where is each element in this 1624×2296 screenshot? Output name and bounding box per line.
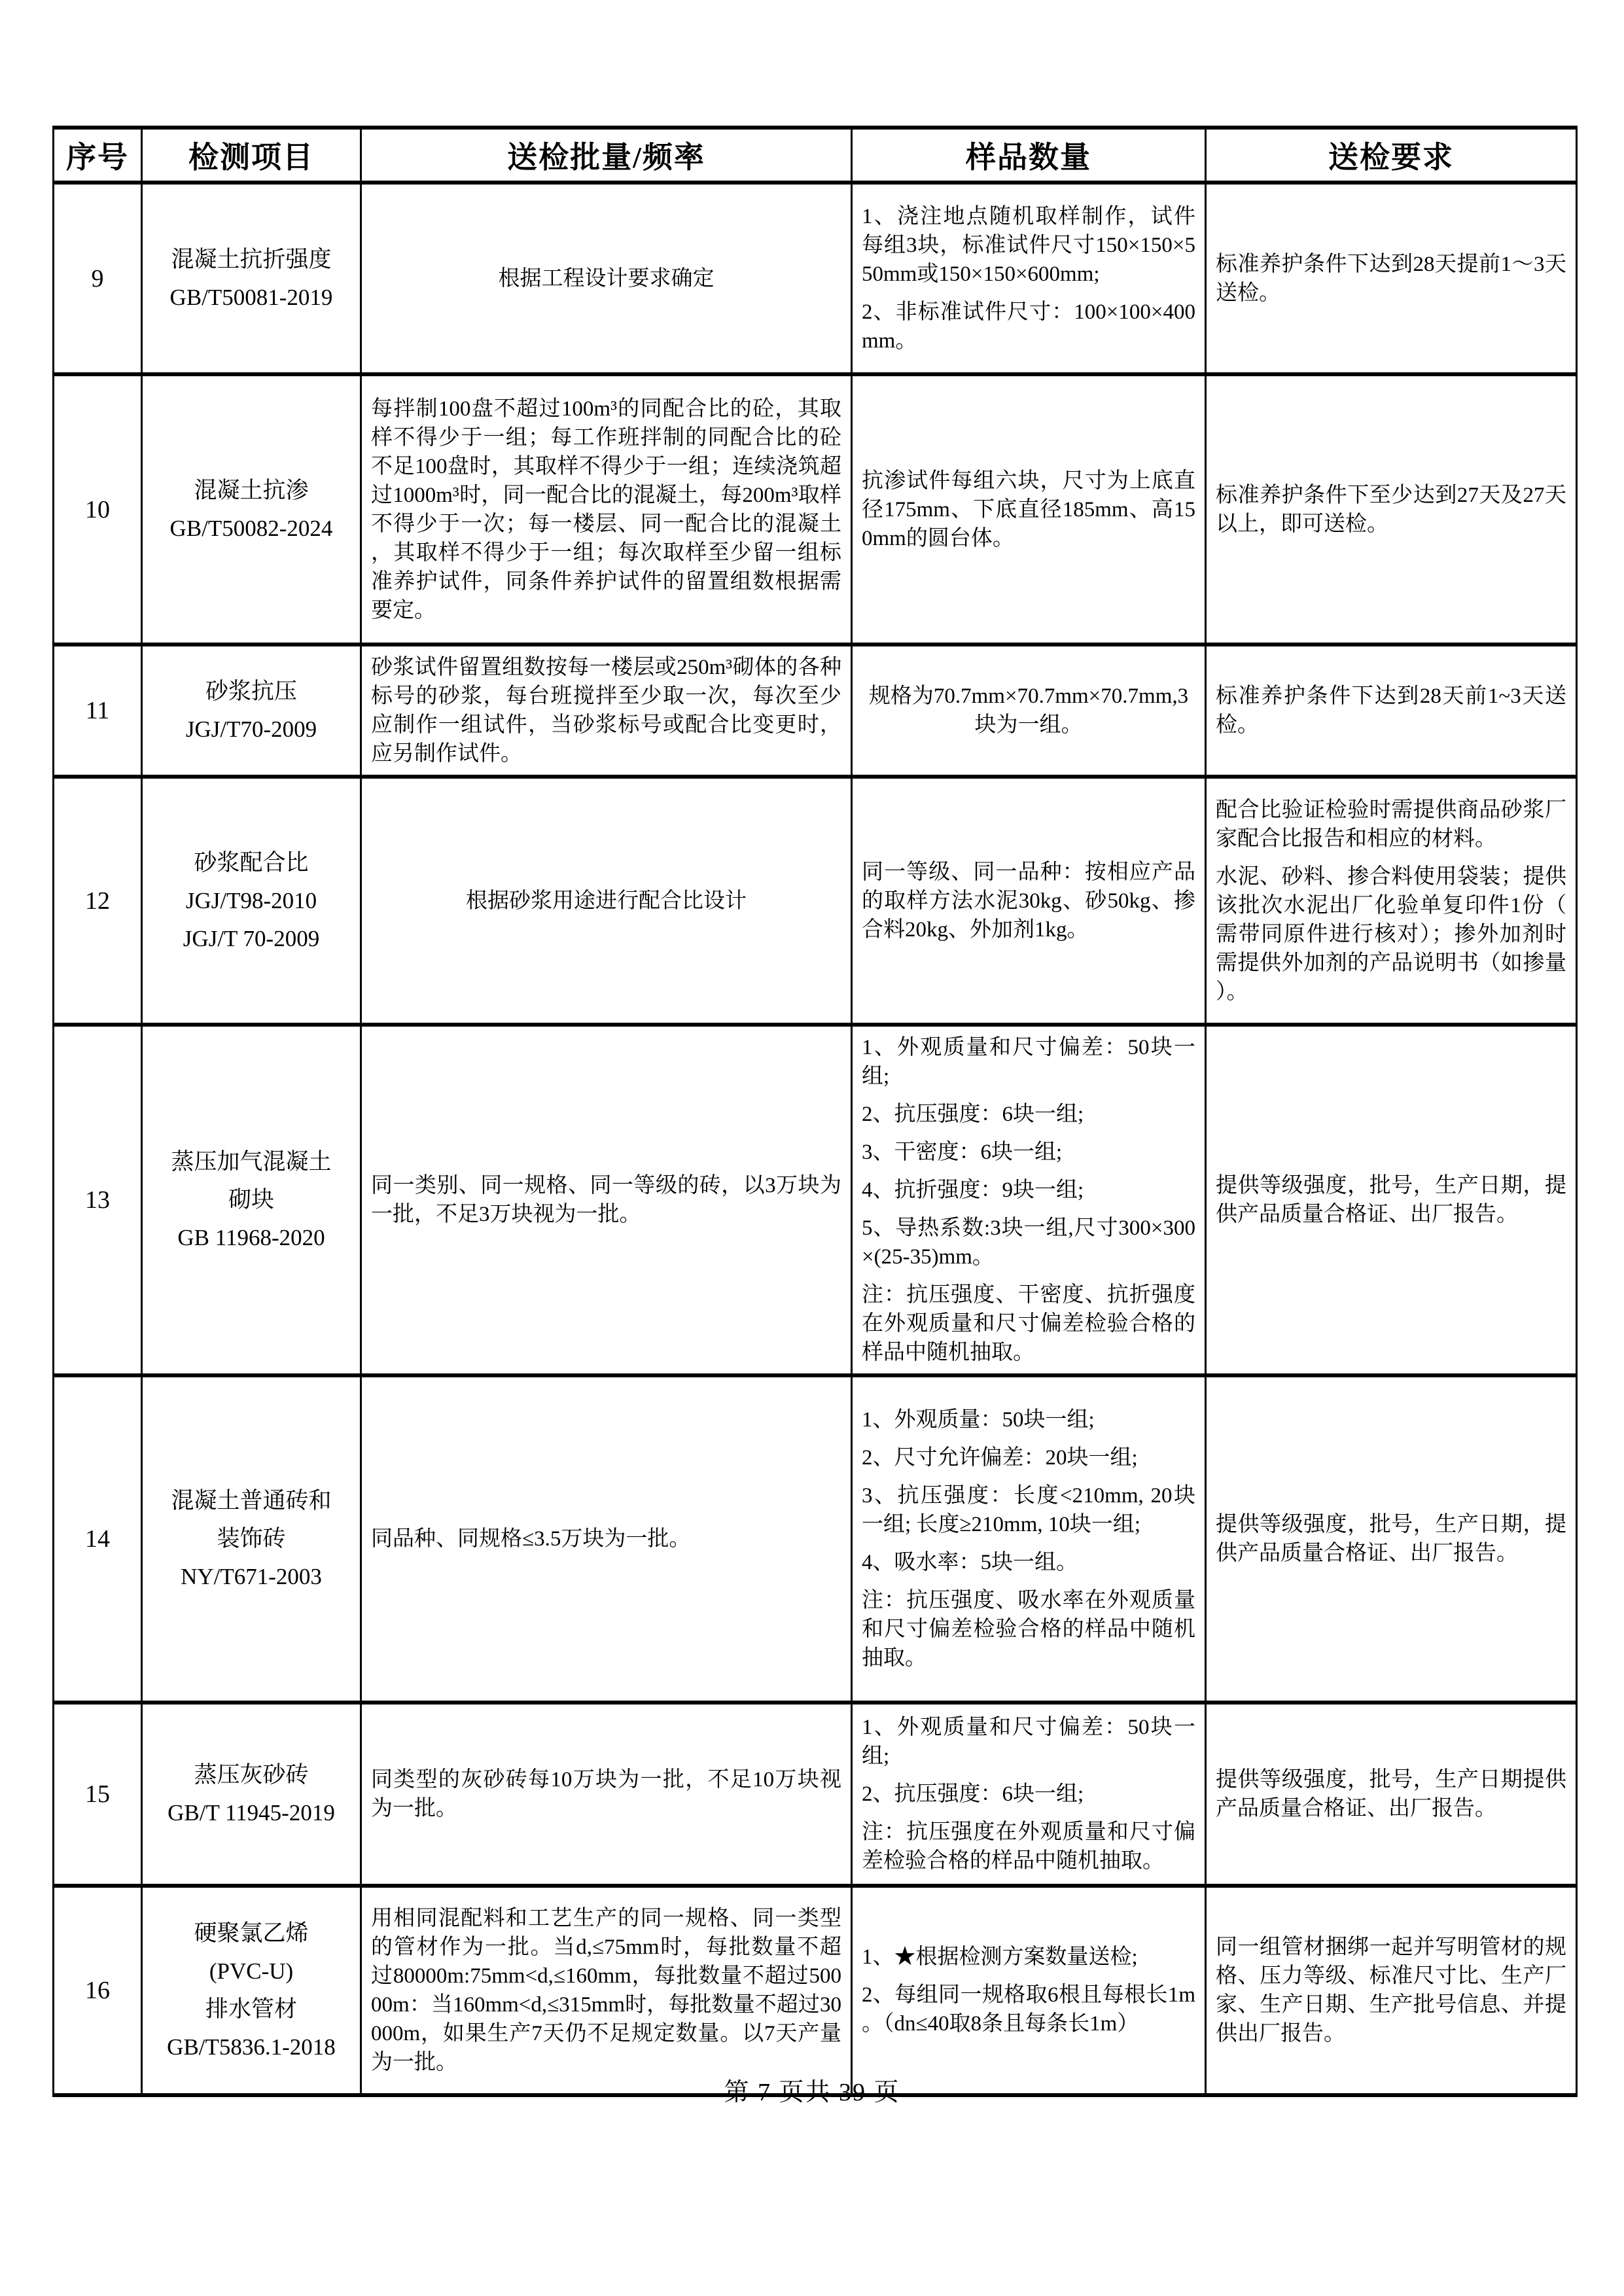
sample-paragraph: 规格为70.7mm×70.7mm×70.7mm,3块为一组。: [868, 684, 1189, 737]
sample-cell: [852, 1375, 1206, 1703]
item-line: JGJ/T 70-2009: [183, 925, 320, 951]
requirement-cell: [1206, 1886, 1577, 2095]
table-row: [54, 1703, 1577, 1886]
requirement-paragraph: 同一组管材捆绑一起并写明管材的规格、压力等级、标准尺寸比、生产厂家、生产日期、生产批号信息、并提供出厂报告。: [1216, 1935, 1566, 2045]
sample-paragraph: 同一等级、同一品种：按相应产品的取样方法水泥30kg、砂50kg、掺合料20kg、外加剂1kg。: [862, 860, 1195, 942]
item-cell: [142, 1025, 361, 1375]
table-row: [54, 1886, 1577, 2095]
table-row: [54, 1375, 1577, 1703]
sample-note-paragraph: 注：抗压强度在外观质量和尺寸偏差检验合格的样品中随机抽取。: [862, 1820, 1195, 1873]
requirement-cell: [1206, 645, 1577, 777]
table-row: [54, 183, 1577, 374]
sample-paragraph: 3、干密度：6块一组;: [862, 1140, 1063, 1164]
item-line: GB/T50082-2024: [169, 515, 333, 541]
header-col-item: 检测项目: [142, 128, 361, 183]
batch-paragraph: 同类型的灰砂砖每10万块为一批，不足10万块视为一批。: [371, 1768, 841, 1820]
sample-paragraph: 2、抗压强度：6块一组;: [862, 1103, 1084, 1126]
table-row: [54, 374, 1577, 645]
requirement-cell: [1206, 374, 1577, 645]
requirement-paragraph: 提供等级强度，批号，生产日期，提供产品质量合格证、出厂报告。: [1216, 1174, 1566, 1226]
item-line: 混凝土抗折强度: [171, 246, 332, 272]
requirement-cell: [1206, 183, 1577, 374]
batch-cell: [361, 1375, 852, 1703]
header-col-batch: 送检批量/频率: [361, 128, 852, 183]
item-cell: [142, 777, 361, 1025]
item-cell: [142, 1886, 361, 2095]
serial-cell: 9: [54, 183, 142, 374]
page-number: 第 7 页共 39 页: [724, 2079, 900, 2106]
item-cell: [142, 374, 361, 645]
item-line: 砌块: [228, 1187, 274, 1212]
sample-cell: [852, 1025, 1206, 1375]
requirement-paragraph: 水泥、砂料、掺合料使用袋装；提供该批次水泥出厂化验单复印件1份（需带同原件进行核对）；掺外加剂时需提供外加剂的产品说明书（如掺量）。: [1216, 864, 1566, 1004]
batch-paragraph: 用相同混配料和工艺生产的同一规格、同一类型的管材作为一批。当d,≤75mm时，每批数量不超过80000m:75mm<d,≤160mm，每批数量不超过50000m：当160mm<d,≤315mm时，每批数量不超过30000m，如果生产7天仍不足规定数量。以7天产量为一批。: [371, 1907, 841, 2074]
batch-paragraph: 同品种、同规格≤3.5万块为一批。: [371, 1527, 691, 1551]
serial-cell: 14: [54, 1375, 142, 1703]
item-cell: [142, 183, 361, 374]
sample-paragraph: 2、抗压强度：6块一组;: [862, 1782, 1084, 1806]
header-col-no: 序号: [54, 128, 142, 183]
item-line: 蒸压加气混凝土: [171, 1149, 332, 1174]
requirement-cell: [1206, 777, 1577, 1025]
serial-cell: 15: [54, 1703, 142, 1886]
item-line: JGJ/T70-2009: [185, 716, 317, 742]
requirement-cell: [1206, 1703, 1577, 1886]
item-line: 蒸压灰砂砖: [194, 1762, 309, 1788]
sample-note-paragraph: 注：抗压强度、吸水率在外观质量和尺寸偏差检验合格的样品中随机抽取。: [862, 1589, 1195, 1670]
sample-paragraph: 2、非标准试件尺寸：100×100×400mm。: [862, 300, 1195, 353]
batch-paragraph: 同一类别、同一规格、同一等级的砖，以3万块为一批，不足3万块视为一批。: [371, 1174, 841, 1226]
sample-cell: [852, 374, 1206, 645]
batch-cell: [361, 374, 852, 645]
table-row: [54, 777, 1577, 1025]
batch-cell: [361, 1886, 852, 2095]
sample-note-paragraph: 注：抗压强度、干密度、抗折强度在外观质量和尺寸偏差检验合格的样品中随机抽取。: [862, 1283, 1195, 1364]
serial-cell: 16: [54, 1886, 142, 2095]
item-line: 排水管材: [205, 1996, 297, 2022]
sample-paragraph: 3、抗压强度：长度<210mm, 20块一组; 长度≥210mm, 10块一组;: [862, 1484, 1195, 1536]
table-row: [54, 1025, 1577, 1375]
sample-paragraph: 1、外观质量：50块一组;: [862, 1408, 1095, 1432]
serial-cell: 13: [54, 1025, 142, 1375]
item-line: (PVC-U): [209, 1958, 294, 1984]
item-line: GB/T5836.1-2018: [167, 2034, 336, 2060]
item-cell: [142, 645, 361, 777]
requirement-paragraph: 提供等级强度，批号，生产日期，提供产品质量合格证、出厂报告。: [1216, 1513, 1566, 1565]
sample-paragraph: 2、尺寸允许偏差：20块一组;: [862, 1446, 1138, 1470]
requirement-cell: [1206, 1025, 1577, 1375]
requirement-paragraph: 配合比验证检验时需提供商品砂浆厂家配合比报告和相应的材料。: [1216, 798, 1566, 851]
requirement-paragraph: 提供等级强度，批号，生产日期提供产品质量合格证、出厂报告。: [1216, 1768, 1566, 1820]
sample-paragraph: 2、每组同一规格取6根且每根长1m。（dn≤40取8条且每条长1m）: [862, 1983, 1195, 2036]
item-line: GB 11968-2020: [177, 1225, 325, 1250]
item-line: GB/T 11945-2019: [168, 1800, 335, 1826]
sample-cell: [852, 1886, 1206, 2095]
batch-cell: [361, 777, 852, 1025]
item-line: NY/T671-2003: [181, 1564, 322, 1589]
item-line: 砂浆抗压: [205, 679, 297, 704]
item-cell: [142, 1375, 361, 1703]
serial-cell: 11: [54, 645, 142, 777]
batch-paragraph: 根据工程设计要求确定: [498, 266, 715, 291]
sample-paragraph: 4、吸水率：5块一组。: [862, 1551, 1078, 1574]
header-col-requirement: 送检要求: [1206, 128, 1577, 183]
batch-paragraph: 每拌制100盘不超过100m³的同配合比的砼，其取样不得少于一组；每工作班拌制的同配合比的砼不足100盘时，其取样不得少于一组；连续浇筑超过1000m³时，同一配合比的混凝土，每200m³取样不得少于一次；每一楼层、同一配合比的混凝土，其取样不得少于一组；每次取样至少留一组标准养护试件，同条件养护试件的留置组数根据需要定。: [371, 397, 841, 622]
serial-cell: 10: [54, 374, 142, 645]
item-line: GB/T50081-2019: [169, 284, 333, 310]
batch-cell: [361, 645, 852, 777]
inspection-table: [52, 126, 1578, 2097]
sample-cell: [852, 183, 1206, 374]
sample-cell: [852, 1703, 1206, 1886]
table-row: [54, 645, 1577, 777]
requirement-cell: [1206, 1375, 1577, 1703]
batch-paragraph: 砂浆试件留置组数按每一楼层或250m³砌体的各种标号的砂浆，每台班搅拌至少取一次，每次至少应制作一组试件，当砂浆标号或配合比变更时，应另制作试件。: [371, 656, 841, 766]
sample-cell: [852, 645, 1206, 777]
sample-cell: [852, 777, 1206, 1025]
requirement-paragraph: 标准养护条件下至少达到27天及27天以上，即可送检。: [1216, 483, 1566, 536]
item-line: 硬聚氯乙烯: [194, 1920, 309, 1946]
sample-paragraph: 4、抗折强度：9块一组;: [862, 1178, 1084, 1202]
requirement-paragraph: 标准养护条件下达到28天前1~3天送检。: [1216, 684, 1566, 737]
batch-paragraph: 根据砂浆用途进行配合比设计: [466, 889, 747, 913]
batch-cell: [361, 1025, 852, 1375]
sample-paragraph: 1、外观质量和尺寸偏差：50块一组;: [862, 1716, 1195, 1768]
sample-paragraph: 1、浇注地点随机取样制作，试件每组3块，标准试件尺寸150×150×550mm或150×150×600mm;: [862, 204, 1195, 286]
item-line: 混凝土抗渗: [194, 477, 309, 503]
header-col-sample: 样品数量: [852, 128, 1206, 183]
item-line: 装饰砖: [217, 1526, 286, 1551]
item-cell: [142, 1703, 361, 1886]
sample-paragraph: 1、★根据检测方案数量送检;: [862, 1945, 1138, 1969]
sample-paragraph: 1、外观质量和尺寸偏差：50块一组;: [862, 1036, 1195, 1088]
batch-cell: [361, 183, 852, 374]
requirement-paragraph: 标准养护条件下达到28天提前1～3天送检。: [1216, 252, 1566, 305]
sample-paragraph: 5、导热系数:3块一组,尺寸300×300×(25-35)mm。: [862, 1216, 1195, 1269]
sample-paragraph: 抗渗试件每组六块，尺寸为上底直径175mm、下底直径185mm、高150mm的圆台体。: [862, 468, 1195, 550]
batch-cell: [361, 1703, 852, 1886]
item-line: 砂浆配合比: [194, 849, 309, 875]
serial-cell: 12: [54, 777, 142, 1025]
item-line: 混凝土普通砖和: [171, 1488, 332, 1513]
table-header-row: [54, 128, 1577, 183]
item-line: JGJ/T98-2010: [185, 887, 317, 913]
